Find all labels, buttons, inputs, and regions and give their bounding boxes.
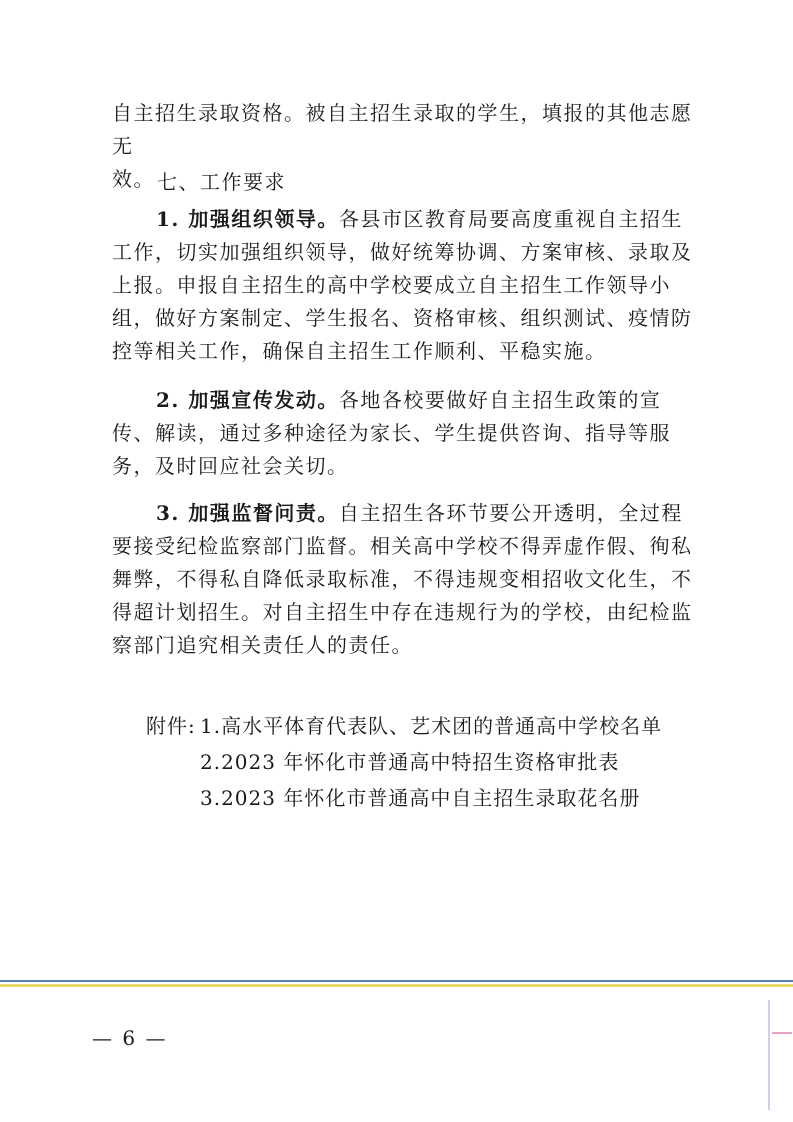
page-number: — 6 — (92, 1026, 168, 1050)
attachments-label: 附件: (146, 714, 196, 738)
item-1-title: 1. 加强组织领导。 (156, 207, 339, 231)
attachment-item-1: 1.高水平体育代表队、艺术团的普通高中学校名单 (200, 714, 663, 738)
footer-divider-yellow (0, 984, 793, 987)
item-3-paragraph (112, 497, 702, 662)
item-2-body: 各地各校要做好自主招生政策的宣传、解读，通过多种途径为家长、学生提供咨询、指导等服务，及时回应社会关切。 (112, 388, 671, 478)
binding-margin-mark (772, 1032, 792, 1034)
attachment-item-2: 2.2023 年怀化市普通高中特招生资格审批表 (200, 750, 620, 774)
attachment-item-3: 3.2023 年怀化市普通高中自主招生录取花名册 (200, 786, 641, 810)
attachments-block (146, 708, 662, 816)
item-1-body: 各县市区教育局要高度重视自主招生工作，切实加强组织领导，做好统筹协调、方案审核、录取及上报。申报自主招生的高中学校要成立自主招生工作领导小组，做好方案制定、学生报名、资格审核、组织测试、疫情防控等相关工作，确保自主招生工作顺利、平稳实施。 (112, 207, 693, 363)
item-2-paragraph (112, 384, 702, 483)
item-3-body: 自主招生各环节要公开透明，全过程要接受纪检监察部门监督。相关高中学校不得弄虚作假、徇私舞弊，不得私自降低录取标准，不得违规变相招收文化生，不得超计划招生。对自主招生中存在违规行为的学校，由纪检监察部门追究相关责任人的责任。 (112, 501, 693, 657)
item-1-paragraph (112, 203, 702, 368)
item-2-title: 2. 加强宣传发动。 (156, 388, 339, 412)
section-heading: 七、工作要求 (157, 170, 286, 194)
top-line-1: 自主招生录取资格。被自主招生录取的学生，填报的其他志愿无 (112, 101, 693, 158)
footer-divider-blue (0, 980, 793, 982)
binding-margin-line (768, 1000, 770, 1110)
item-3-title: 3. 加强监督问责。 (156, 501, 339, 525)
top-line-2: 效。 (112, 167, 155, 191)
